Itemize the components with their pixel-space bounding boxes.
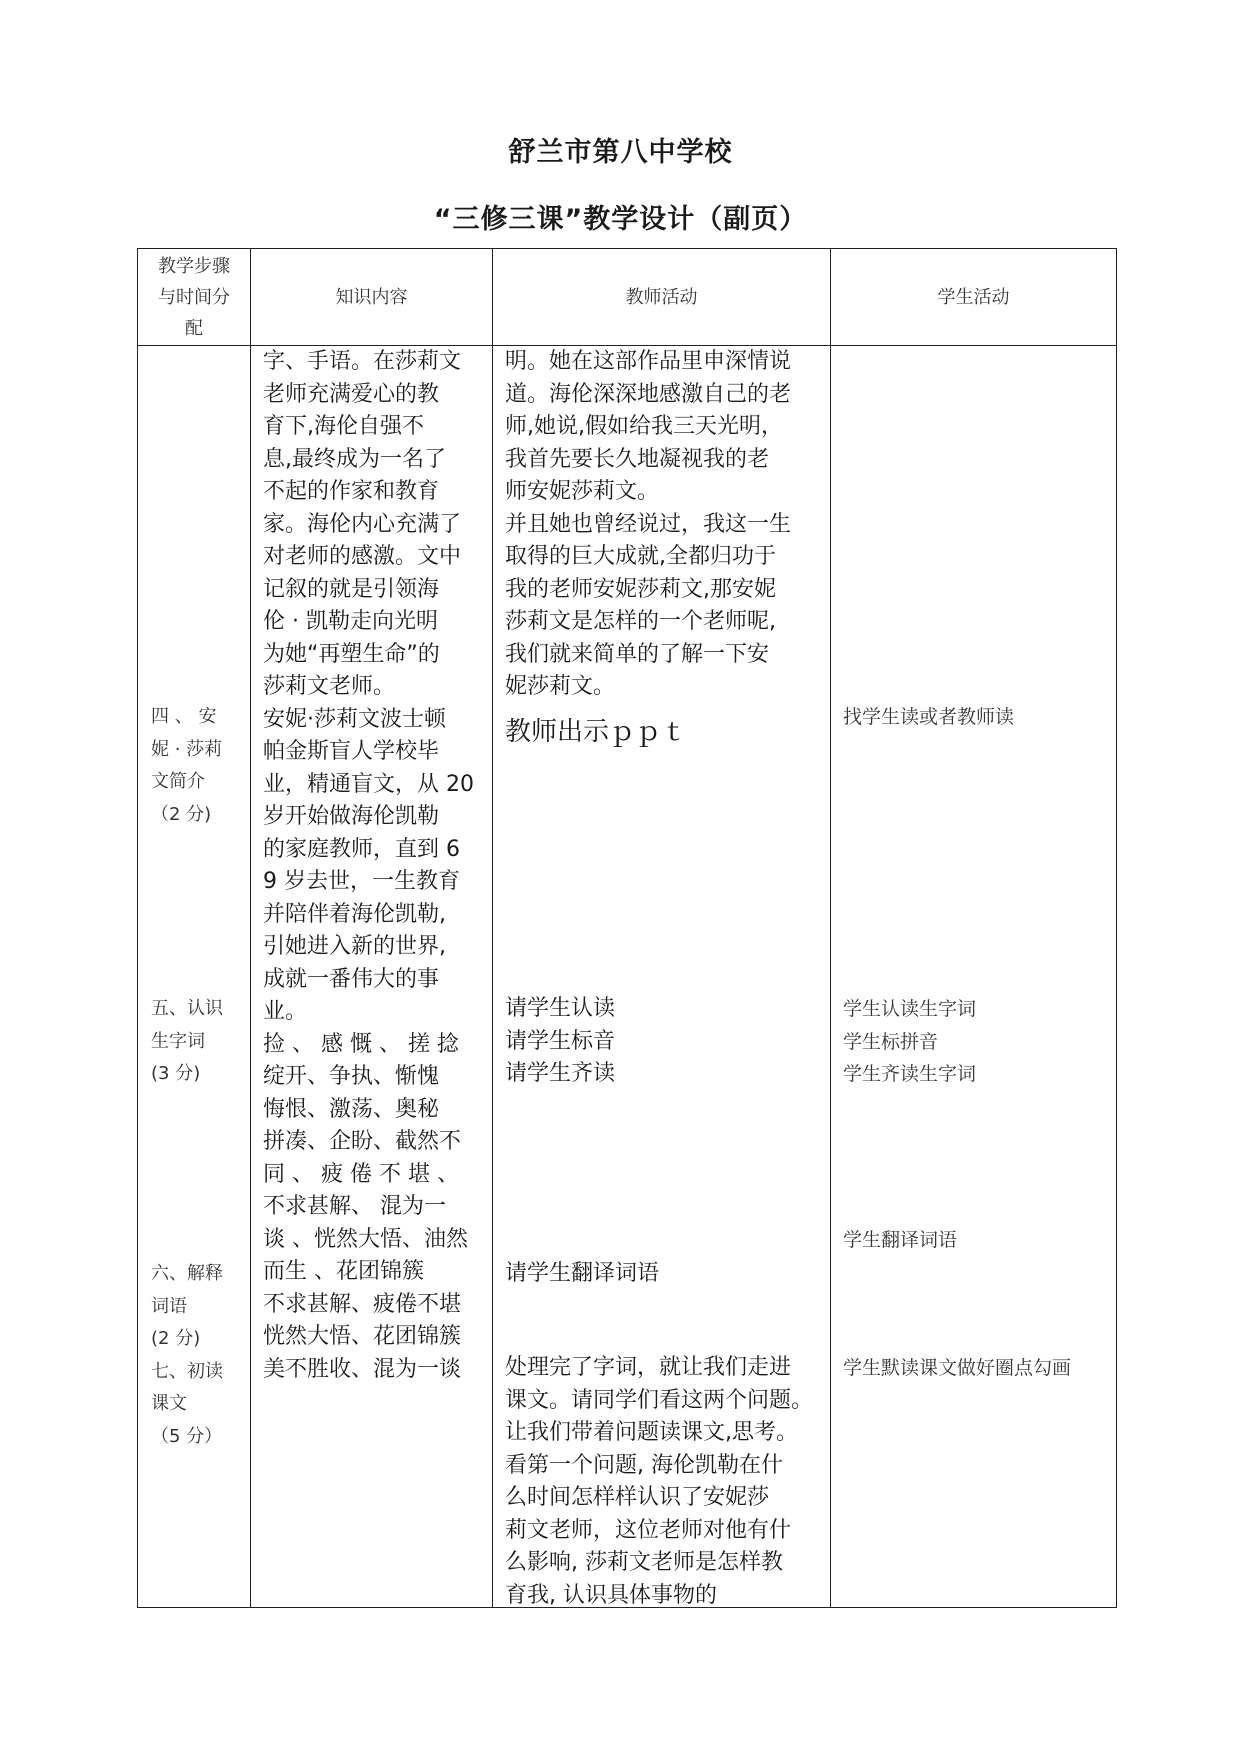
school-name: 舒兰市第八中学校: [508, 137, 733, 168]
teacher-reading: 处理完了字词，就让我们走进 课文。请同学们看这两个问题。 让我们带着问题读课文,思考。 看第一个问题, 海伦凯勒在什 么时间怎样样认识了安妮莎 莉文老师，这位老师对他有什 么影响, 莎莉文老师是怎样教 育我, 认识具体事物的: [505, 1355, 814, 1608]
student-translate: 学生翻译词语: [843, 1229, 958, 1251]
teacher-words: 请学生认读 请学生标音 请学生齐读: [505, 996, 616, 1086]
teacher-ppt: 教师出示ｐｐｔ: [505, 717, 688, 747]
step-explain-and-read: 六、解释 词语 (2 分) 七、初读 课文 （5 分）: [151, 1263, 223, 1447]
document-subtitle: “三修三课”教学设计（副页）: [433, 204, 808, 235]
student-reading: 学生默读课文做好圈点勾画: [843, 1357, 1072, 1379]
column-header-steps: 教学步骤 与时间分 配: [138, 249, 251, 346]
column-header-student: 学生活动: [831, 249, 1117, 346]
student-cell: [831, 346, 1117, 1608]
teacher-cell: [493, 346, 831, 1608]
column-header-teacher: 教师活动: [493, 249, 831, 346]
steps-cell: [138, 346, 251, 1608]
knowledge-content: 字、手语。在莎莉文 老师充满爱心的教 育下,海伦自强不 息,最终成为一名了 不起的作家和教育 家。海伦内心充满了 对老师的感激。文中 记叙的就是引领海 伦 · 凯勒走向光明 为她“再塑生命”的 莎莉文老师。 安妮·莎莉文波士顿 帕金斯盲人学校毕 业，精通盲文，从 20 岁开始做海伦凯勒 的家庭教师，直到 6 9 岁去世，一生教育 并陪伴着海伦凯勒, 引她进入新的世界, 成就一番伟大的事 业。 捡 、 感 慨 、 搓 捻 绽开、争执、惭愧 悔恨、激荡、奥秘 拼凑、企盼、截然不 同 、 疲 倦 不 堪 、 不求甚解、 混为一 谈 、恍然大悟、油然 而生 、花团锦簇 不求甚解、疲倦不堪 恍然大悟、花团锦簇 美不胜收、混为一谈: [263, 349, 474, 1382]
step-words: 五、认识 生字词 (3 分): [151, 998, 223, 1084]
header-row: [138, 249, 1117, 346]
teacher-translate: 请学生翻译词语: [505, 1261, 660, 1286]
knowledge-cell: [251, 346, 493, 1608]
step-intro: 四 、 安 妮 · 莎莉 文简介 （2 分): [151, 706, 223, 825]
student-words: 学生认读生字词 学生标拼音 学生齐读生字词: [843, 998, 977, 1085]
lesson-plan-table: [137, 248, 1117, 1608]
teacher-intro: 明。她在这部作品里申深情说 道。海伦深深地感激自己的老 师,她说,假如给我三天光明， 我首先要长久地凝视我的老 师安妮莎莉文。 并且她也曾经说过，我这一生 取得的巨大成就,全都归功于 我的老师安妮莎莉文,那安妮 莎莉文是怎样的一个老师呢, 我们就来简单的了解一下安 妮莎莉文。: [505, 349, 792, 699]
student-intro: 找学生读或者教师读: [843, 706, 1015, 728]
content-row: [138, 346, 1117, 1608]
column-header-knowledge: 知识内容: [251, 249, 493, 346]
